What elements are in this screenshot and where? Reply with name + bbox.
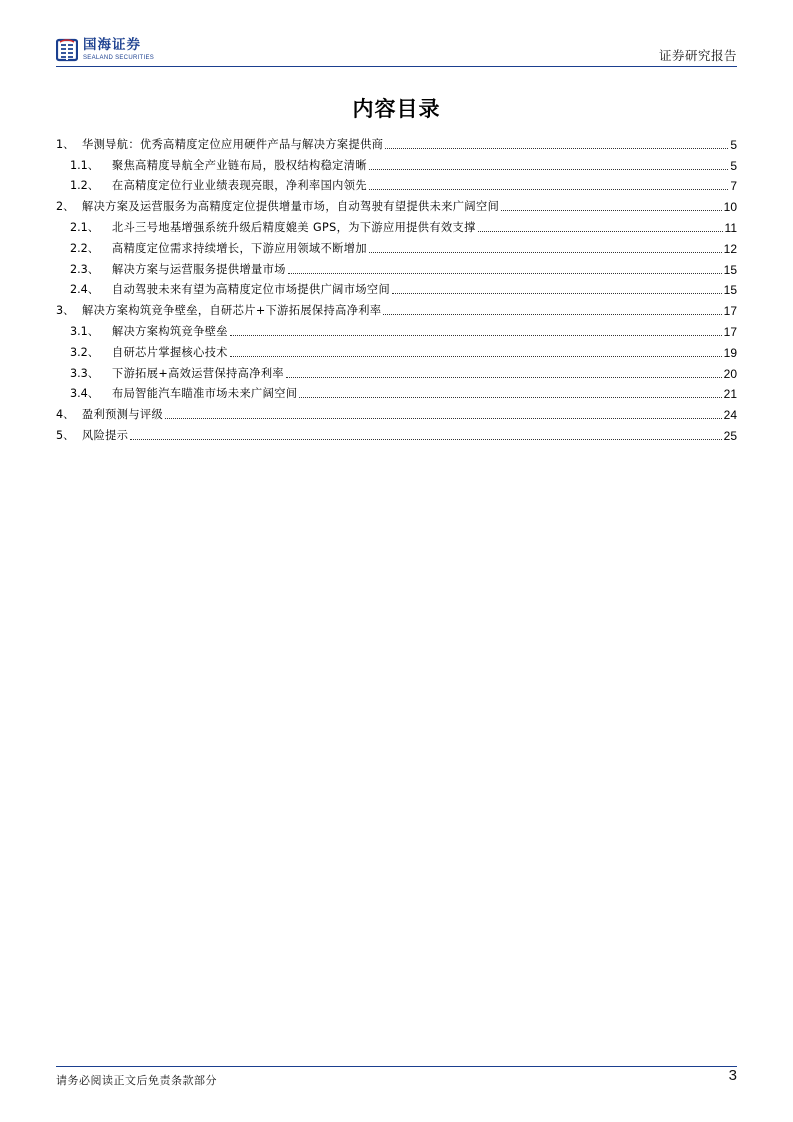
toc-entry-title: 北斗三号地基增强系统升级后精度媲美 GPS，为下游应用提供有效支撑	[112, 220, 476, 234]
toc-entry-page: 15	[723, 262, 737, 277]
dot-leader	[130, 439, 721, 440]
toc-entry-title: 解决方案及运营服务为高精度定位提供增量市场，自动驾驶有望提供未来广阔空间	[82, 200, 500, 214]
toc-entry[interactable]	[56, 214, 737, 235]
toc-entry[interactable]	[56, 193, 737, 214]
toc-entry-page: 17	[723, 304, 737, 319]
toc-entry-number: 3.3、	[70, 366, 99, 380]
toc-entry-title: 聚焦高精度导航全产业链布局，股权结构稳定清晰	[112, 158, 367, 172]
footer-divider	[56, 1066, 737, 1067]
toc-entry-number: 2.4、	[70, 283, 99, 297]
toc-entry-title: 自动驾驶未来有望为高精度定位市场提供广阔市场空间	[112, 283, 391, 297]
toc-entry-number: 3.1、	[70, 324, 99, 338]
company-logo	[56, 36, 154, 64]
toc-entry[interactable]	[56, 422, 737, 443]
toc-entry[interactable]	[56, 381, 737, 402]
toc-entry-page: 24	[723, 408, 737, 423]
toc-entry-page: 17	[723, 324, 737, 339]
dot-leader	[478, 231, 723, 232]
dot-leader	[230, 356, 722, 357]
toc-entry[interactable]	[56, 360, 737, 381]
table-of-contents	[56, 131, 737, 443]
toc-entry-title: 布局智能汽车瞄准市场未来广阔空间	[112, 387, 298, 401]
toc-entry-title: 下游拓展+高效运营保持高净利率	[112, 366, 284, 380]
toc-entry-number: 5、	[56, 428, 75, 442]
toc-entry-title: 风险提示	[82, 428, 129, 442]
toc-entry-title: 自研芯片掌握核心技术	[112, 345, 228, 359]
company-name-en: SEALAND SECURITIES	[83, 54, 155, 61]
page-header	[56, 36, 737, 66]
dot-leader	[392, 293, 722, 294]
toc-entry[interactable]	[56, 256, 737, 277]
toc-entry-number: 2.1、	[70, 220, 99, 234]
toc-entry[interactable]	[56, 297, 737, 318]
toc-entry-page: 19	[723, 345, 737, 360]
toc-entry[interactable]	[56, 318, 737, 339]
toc-entry-number: 2.3、	[70, 262, 99, 276]
toc-entry-title: 华测导航：优秀高精度定位应用硬件产品与解决方案提供商	[82, 137, 384, 151]
dot-leader	[369, 252, 722, 253]
header-divider	[56, 66, 737, 67]
toc-entry-title: 解决方案构筑竞争壁垒，自研芯片+下游拓展保持高净利率	[82, 304, 382, 318]
toc-entry[interactable]	[56, 339, 737, 360]
toc-entry-page: 11	[724, 220, 737, 235]
dot-leader	[385, 148, 728, 149]
page-number: 3	[728, 1067, 737, 1084]
toc-entry-page: 5	[730, 158, 737, 173]
toc-entry-page: 25	[723, 428, 737, 443]
dot-leader	[369, 169, 728, 170]
footer-disclaimer: 请务必阅读正文后免责条款部分	[56, 1074, 217, 1087]
toc-entry-title: 在高精度定位行业业绩表现亮眼，净利率国内领先	[112, 179, 367, 193]
toc-entry-number: 4、	[56, 408, 75, 422]
toc-entry-page: 12	[723, 241, 737, 256]
dot-leader	[369, 189, 728, 190]
toc-entry-number: 1.2、	[70, 179, 99, 193]
report-type-label: 证券研究报告	[658, 48, 737, 63]
toc-entry[interactable]	[56, 131, 737, 152]
toc-entry-page: 20	[723, 366, 737, 381]
toc-title: 内容目录	[352, 97, 441, 121]
dot-leader	[165, 418, 722, 419]
toc-entry-number: 3.4、	[70, 387, 99, 401]
toc-entry[interactable]	[56, 401, 737, 422]
toc-entry[interactable]	[56, 277, 737, 298]
toc-entry[interactable]	[56, 152, 737, 173]
toc-entry-page: 5	[730, 137, 737, 152]
toc-entry-number: 3、	[56, 304, 75, 318]
company-name-cn: 国海证券	[83, 37, 141, 54]
dot-leader	[288, 273, 722, 274]
toc-entry-number: 2.2、	[70, 241, 99, 255]
toc-entry-page: 10	[723, 200, 737, 215]
dot-leader	[286, 377, 722, 378]
dot-leader	[501, 210, 721, 211]
toc-entry-title: 解决方案与运营服务提供增量市场	[112, 262, 286, 276]
toc-entry-number: 2、	[56, 200, 75, 214]
toc-entry-number: 1、	[56, 137, 75, 151]
dot-leader	[299, 397, 721, 398]
toc-entry-page: 15	[723, 283, 737, 298]
toc-entry-page: 21	[723, 387, 737, 402]
toc-entry-title: 高精度定位需求持续增长，下游应用领域不断增加	[112, 241, 367, 255]
toc-entry[interactable]	[56, 235, 737, 256]
toc-entry-title: 盈利预测与评级	[82, 408, 164, 422]
toc-entry-title: 解决方案构筑竞争壁垒	[112, 324, 228, 338]
toc-entry[interactable]	[56, 173, 737, 194]
toc-entry-number: 3.2、	[70, 345, 99, 359]
toc-entry-page: 7	[730, 179, 737, 194]
sealand-logo-icon	[56, 38, 78, 62]
toc-entry-number: 1.1、	[70, 158, 99, 172]
dot-leader	[383, 314, 721, 315]
dot-leader	[230, 335, 722, 336]
